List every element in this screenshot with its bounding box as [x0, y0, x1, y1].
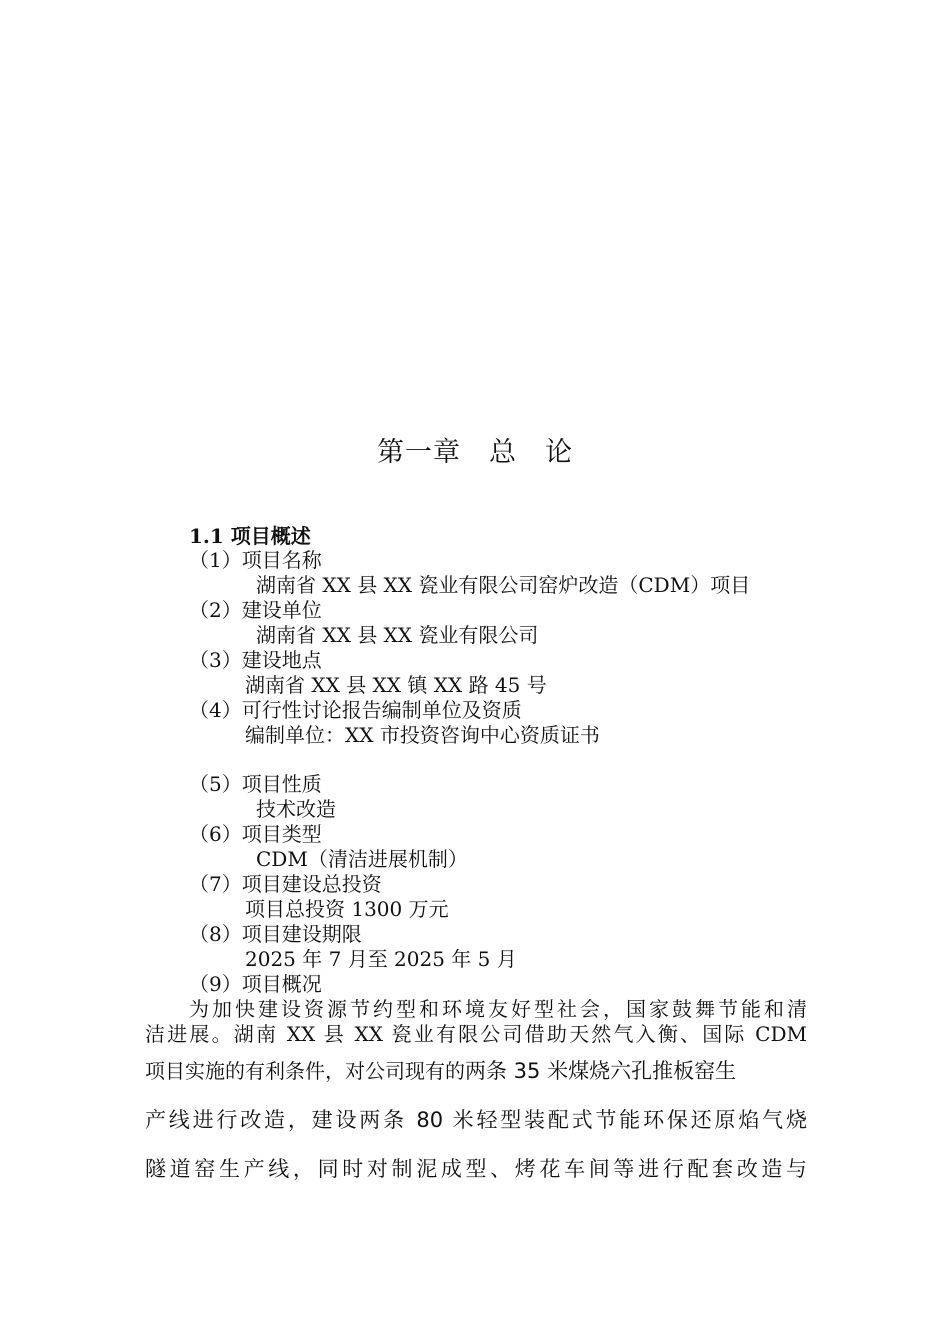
item-label-7: （7）项目建设总投资 — [189, 872, 382, 896]
section-heading: 1.1 项目概述 — [189, 524, 311, 548]
item-value-7: 项目总投资 1300 万元 — [245, 897, 449, 921]
paragraph-line-3 — [145, 1058, 807, 1084]
item-value-6: CDM（清洁进展机制） — [256, 847, 468, 871]
paragraph-line-2-text: 洁进展。湖南 XX 县 XX 瓷业有限公司借助天然气入衡、国际 CDM — [145, 1022, 807, 1046]
item-label-4: （4）可行性讨论报告编制单位及资质 — [189, 698, 522, 722]
item-label-5: （5）项目性质 — [189, 772, 322, 796]
chapter-title: 第一章 总 论 — [377, 437, 573, 468]
paragraph-line-4 — [145, 1107, 807, 1133]
paragraph-line-1 — [189, 996, 807, 1022]
item-label-6: （6）项目类型 — [189, 822, 322, 846]
paragraph-line-2 — [145, 1021, 807, 1047]
paragraph-line-5-text: 隧道窑生产线，同时对制泥成型、烤花车间等进行配套改造与 — [145, 1157, 807, 1181]
item-value-1: 湖南省 XX 县 XX 瓷业有限公司窑炉改造（CDM）项目 — [256, 573, 751, 597]
paragraph-line-1-text: 为加快建设资源节约型和环境友好型社会，国家鼓舞节能和清 — [189, 997, 807, 1021]
item-label-2: （2）建设单位 — [189, 598, 322, 622]
item-label-3: （3）建设地点 — [189, 648, 322, 672]
item-label-8: （8）项目建设期限 — [189, 922, 362, 946]
item-label-9: （9）项目概况 — [189, 972, 322, 996]
item-label-1: （1）项目名称 — [189, 548, 322, 572]
item-value-8: 2025 年 7 月至 2025 年 5 月 — [245, 947, 517, 971]
item-value-2: 湖南省 XX 县 XX 瓷业有限公司 — [256, 623, 539, 647]
item-value-3: 湖南省 XX 县 XX 镇 XX 路 45 号 — [245, 673, 547, 697]
item-value-4: 编制单位：XX 市投资咨询中心资质证书 — [245, 723, 600, 747]
paragraph-line-4-text: 产线进行改造，建设两条 80 米轻型装配式节能环保还原焰气烧 — [145, 1108, 807, 1132]
item-value-5: 技术改造 — [256, 797, 336, 821]
paragraph-line-5 — [145, 1156, 807, 1182]
paragraph-line-3-serif: 项目实施的有利条件，对公司现有的 — [145, 1059, 465, 1083]
paragraph-line-3-sans: 两条 35 米煤烧六孔推板窑生 — [465, 1059, 737, 1083]
